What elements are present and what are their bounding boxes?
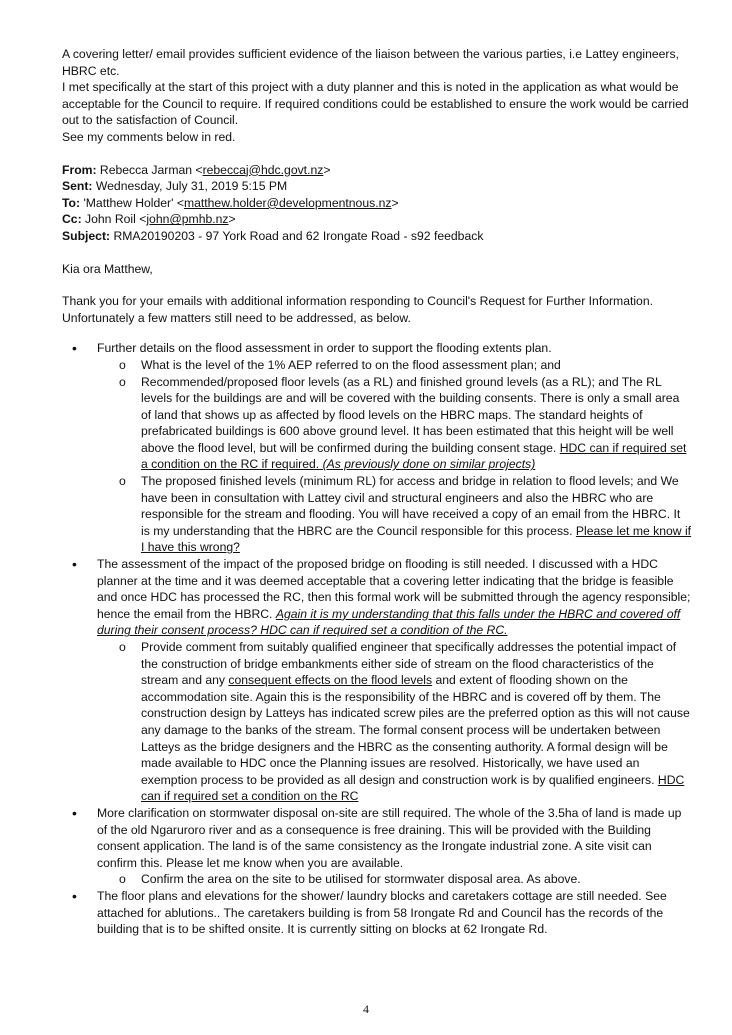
to-line bbox=[62, 195, 692, 212]
comment-underlined: Please let me know if I have this wrong? bbox=[141, 523, 692, 555]
page-number: 4 bbox=[363, 1002, 369, 1016]
circle-bullet-icon: o bbox=[119, 374, 126, 389]
feedback-list bbox=[62, 340, 692, 937]
cc-line bbox=[62, 211, 692, 228]
from-label: From: bbox=[62, 162, 97, 177]
item-text: Confirm the area on the site to be utilised for stormwater disposal area. As above. bbox=[141, 872, 581, 887]
subject-value: RMA20190203 - 97 York Road and 62 Irongate Road - s92 feedback bbox=[113, 228, 484, 243]
subject-line bbox=[62, 228, 692, 245]
sub-list-item bbox=[62, 374, 692, 474]
item-text: The assessment of the impact of the proposed bridge on flooding is still needed. I discussed with a HDC planner at the time and it was deemed acceptable that a covering letter indicating that the bridge is feasible and once HDC has processed the RC, then this formal work will be submitted through the agency responsible; hence the email from the HBRC. bbox=[97, 557, 691, 621]
bullet-icon: • bbox=[72, 804, 77, 821]
from-line bbox=[62, 162, 692, 179]
circle-bullet-icon: o bbox=[119, 640, 126, 654]
list-item bbox=[62, 556, 692, 639]
item-text: The proposed finished levels (minimum RL) for access and bridge in relation to flood levels; and We have been in consultation with Lattey civil and structural engineers and also the HBRC who are responsible for the stream and flooding. You will have received a copy of an email from the HBRC. It is my understanding that the HBRC are the Council responsible for this process. bbox=[141, 474, 681, 538]
intro-line-2: I met specifically at the start of this project with a duty planner and this is noted in the application as what would be acceptable for the Council to require. If required conditions could be established to ensure the work would be carried out to the satisfaction of Council. bbox=[62, 80, 689, 128]
email-header bbox=[62, 162, 692, 245]
item-text: Recommended/proposed floor levels (as a RL) and finished ground levels (as a RL); and The RL levels for the buildings are and will be covered with the building consents. There is only a small area of land that shows up as affected by flood levels on the HBRC maps. The standard heights of prefabricated buildings is 600 above ground level. It has been estimated that this height will be well above the flood level, but will be confirmed during the building consent stage. bbox=[141, 374, 680, 455]
bullet-icon: • bbox=[72, 556, 77, 573]
sent-value: Wednesday, July 31, 2019 5:15 PM bbox=[95, 179, 288, 194]
comment-italic: Again it is my understanding that this falls under the HBRC and covered off during their consent process? HDC can if required set a condition of the RC. bbox=[97, 606, 681, 638]
sub-list-item bbox=[62, 639, 692, 805]
to-label: To: bbox=[62, 195, 81, 210]
comment-underlined: consequent effects on the flood levels bbox=[228, 673, 433, 688]
list-item bbox=[62, 805, 692, 871]
from-email-link[interactable]: rebeccaj@hdc.govt.nz bbox=[202, 162, 324, 177]
comment-italic: (As previously done on similar projects) bbox=[319, 457, 536, 472]
sub-list-item bbox=[62, 473, 692, 556]
circle-bullet-icon: o bbox=[119, 357, 126, 372]
to-email-link[interactable]: matthew.holder@developmentnous.nz bbox=[183, 195, 392, 210]
item-text: Further details on the flood assessment in order to support the flooding extents plan. bbox=[97, 341, 552, 356]
comment-underlined: HDC can if required set a condition on the RC bbox=[141, 772, 685, 804]
sub-list-item bbox=[62, 357, 692, 374]
item-text: The floor plans and elevations for the shower/ laundry blocks and caretakers cottage are still needed. See attached for ablutions.. The caretakers building is from 58 Irongate Rd and Council has the records of the building that is to be shifted onsite. It is currently sitting on blocks at 62 Irongate Rd. bbox=[97, 888, 667, 937]
from-close: > bbox=[323, 162, 331, 177]
cc-email-link[interactable]: john@pmhb.nz bbox=[146, 212, 229, 227]
bullet-icon: • bbox=[72, 340, 77, 357]
intro-line-3: See my comments below in red. bbox=[62, 129, 236, 144]
item-text: What is the level of the 1% AEP referred to on the flood assessment plan; and bbox=[141, 357, 561, 372]
comment-underlined: HDC can if required set a condition on the RC if required. bbox=[141, 440, 687, 472]
email-document bbox=[62, 46, 692, 938]
bullet-icon: • bbox=[72, 887, 77, 904]
item-text: Provide comment from suitably qualified engineer that specifically addresses the potential impact of the construction of bridge embankments either side of stream on the flood characteristics of the stream and any bbox=[141, 640, 677, 688]
subject-label: Subject: bbox=[62, 228, 111, 243]
to-name: 'Matthew Holder' < bbox=[83, 195, 184, 210]
item-text: More clarification on stormwater disposal on-site are still required. The whole of the 3.5ha of land is made up of the old Ngaruroro river and as a consequence is free draining. This will be provided with the Building consent application. The land is of the same consistency as the Irongate industrial zone. A site visit can confirm this. Please let me know when you are available. bbox=[97, 805, 682, 870]
sent-line bbox=[62, 178, 692, 195]
item-text: and extent of flooding shown on the accommodation site. Again this is the responsibility of the HBRC and is covered off by them. The construction design by Latteys has indicated screw piles are the preferred option as this will not cause any damage to the banks of the stream. The formal consent process will be undertaken between Latteys as the bridge designers and the HBRC as the consenting authority. A formal design will be made available to HDC once the Planning issues are resolved. Historically, we have used an exemption process to be provided as all design and construction work is by qualified engineers. bbox=[141, 673, 690, 787]
circle-bullet-icon: o bbox=[119, 474, 126, 489]
cc-close: > bbox=[228, 212, 236, 227]
greeting: Kia ora Matthew, bbox=[62, 261, 153, 276]
list-item bbox=[62, 340, 692, 357]
sub-list-item bbox=[62, 871, 692, 888]
intro-line-1: A covering letter/ email provides sufficient evidence of the liaison between the various parties, i.e Lattey engineers, HBRC etc. bbox=[62, 47, 679, 78]
list-item bbox=[62, 888, 692, 938]
opening-paragraph: Thank you for your emails with additional information responding to Council's Request for Further Information. Unfortunately a few matters still need to be addressed, as below. bbox=[62, 294, 654, 325]
cc-label: Cc: bbox=[62, 212, 82, 227]
cc-name: John Roil < bbox=[85, 212, 147, 227]
sent-label: Sent: bbox=[62, 179, 93, 194]
from-name: Rebecca Jarman < bbox=[99, 162, 203, 177]
circle-bullet-icon: o bbox=[119, 872, 126, 887]
to-close: > bbox=[391, 195, 399, 210]
